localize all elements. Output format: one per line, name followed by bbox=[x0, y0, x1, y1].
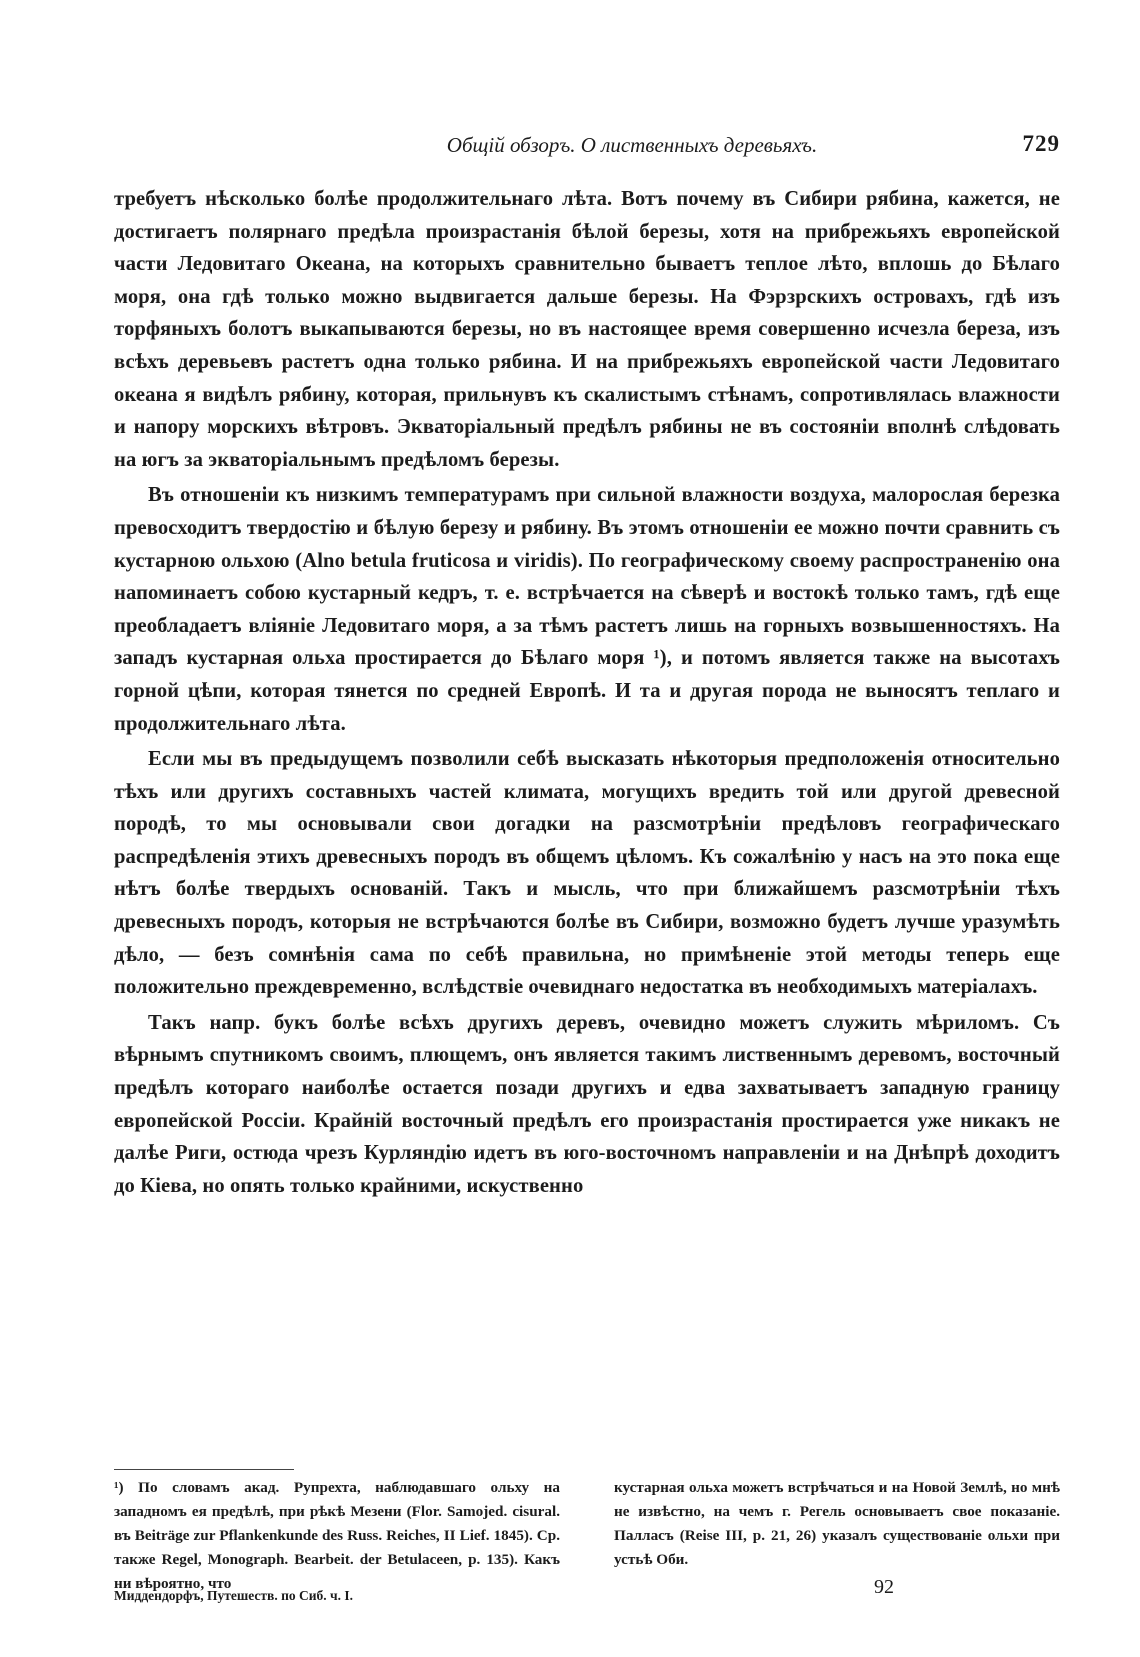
paragraph-4: Такъ напр. букъ болѣе всѣхъ другихъ деревъ, очевидно можетъ служить мѣриломъ. Съ вѣрнымъ спутникомъ своимъ, плющемъ, онъ является такимъ лиственнымъ деревомъ, восточный предѣлъ котораго наиболѣе остается позади другихъ и едва захватываетъ западную границу европейской Россіи. Крайній восточный предѣлъ его произрастанія простирается уже никакъ не далѣе Риги, остюда чрезъ Курляндію идетъ въ юго-восточномъ направленіи и на Днѣпрѣ доходитъ до Кіева, но опять только крайними, искуственно bbox=[114, 1011, 1060, 1197]
paragraph-2: Въ отношеніи къ низкимъ температурамъ при сильной влажности воздуха, малорослая березка превосходитъ твердостію и бѣлую березу и рябину. Въ этомъ отношеніи ее можно почти сравнить съ кустарною ольхою (Alno betula fruticosa и viridis). По географическому своему распространенію она напоминаетъ собою кустарный кедръ, т. е. встрѣчается на сѣверѣ и востокѣ только тамъ, гдѣ еще преобладаетъ вліяніе Ледовитаго моря, а за тѣмъ растетъ лишь на горныхъ возвышенностяхъ. На западъ кустарная ольха простирается до Бѣлаго моря ¹), и потомъ является также на высотахъ горной цѣпи, которая тянется по средней Европѣ. И та и другая порода не выносятъ теплаго и продолжительнаго лѣта. bbox=[114, 484, 1060, 735]
footnote-right-column bbox=[614, 1476, 1060, 1596]
paragraph-1: требуетъ нѣсколько болѣе продолжительнаго лѣта. Вотъ почему въ Сибири рябина, кажется, не достигаетъ полярнаго предѣла произрастанія бѣлой березы, хотя на прибрежьяхъ европейской части Ледовитаго Океана, на которыхъ сравнительно бываетъ теплое лѣто, вплошь до Бѣлаго моря, она гдѣ только можно выдвигается дальше березы. На Фэрзрскихъ островахъ, гдѣ изъ торфяныхъ болотъ выкапываются березы, но въ настоящее время совершенно исчезла береза, изъ всѣхъ деревьевъ растетъ одна только рябина. И на прибрежьяхъ европейской части Ледовитаго океана я видѣлъ рябину, которая, прильнувъ къ скалистымъ стѣнамъ, сопротивлялась влажности и напору морскихъ вѣтровъ. Экваторіальный предѣлъ рябины не въ состояніи вполнѣ слѣдовать на югъ за экваторіальнымъ предѣломъ березы. bbox=[114, 188, 1060, 471]
footnote-1-part-2: кустарная ольха можетъ встрѣчаться и на Новой Землѣ, но мнѣ не извѣстно, на чемъ г. Регель основываетъ свое показаніе. Палласъ (Reise III, р. 21, 26) указалъ существованіе ольхи при устьѣ Оби. bbox=[614, 1479, 1060, 1568]
page-header bbox=[114, 133, 1060, 165]
running-title: Общій обзоръ. О лиственныхъ деревьяхъ. bbox=[446, 133, 818, 157]
footnote-divider bbox=[114, 1469, 294, 1470]
page-number: 729 bbox=[1022, 131, 1060, 156]
paragraph-3: Если мы въ предыдущемъ позволили себѣ высказать нѣкоторыя предположенія относительно тѣхъ или другихъ составныхъ частей климата, могущихъ вредить той или другой древесной породѣ, то мы основывали свои догадки на разсмотрѣніи предѣловъ географическаго распредѣленія этихъ древесныхъ породъ въ общемъ цѣломъ. Къ сожалѣнію у насъ на это пока еще нѣтъ болѣе твердыхъ основаній. Такъ и мысль, что при ближайшемъ разсмотрѣніи тѣхъ древесныхъ породъ, которыя не встрѣчаются болѣе въ Сибири, возможно будетъ лучше уразумѣть дѣло, — безъ сомнѣнія сама по себѣ правильна, но примѣненіе этой методы теперь еще положительно преждевременно, вслѣдствіе очевиднаго недостатка въ необходимыхъ матеріалахъ. bbox=[114, 748, 1060, 999]
printer-signature-note: Миддендорфъ, Путешеств. по Сиб. ч. I. bbox=[114, 1588, 354, 1603]
body-text bbox=[114, 183, 1060, 1202]
footnote-1-part-1: ¹) По словамъ акад. Рупрехта, наблюдавшаго ольху на западномъ ея предѣлѣ, при рѣкѣ Мезени (Flor. Samojed. cisural. въ Beiträge zur Pflankenkunde des Russ. Reiches, II Lief. 1845). Ср. также Regel, Monograph. Bearbeit. der Betulaceen, р. 135). Какъ ни вѣроятно, что bbox=[114, 1479, 560, 1592]
document-page bbox=[114, 0, 1060, 1657]
footnote-left-column bbox=[114, 1476, 560, 1596]
sheet-number: 92 bbox=[874, 1576, 894, 1598]
footnotes bbox=[114, 1476, 1060, 1596]
